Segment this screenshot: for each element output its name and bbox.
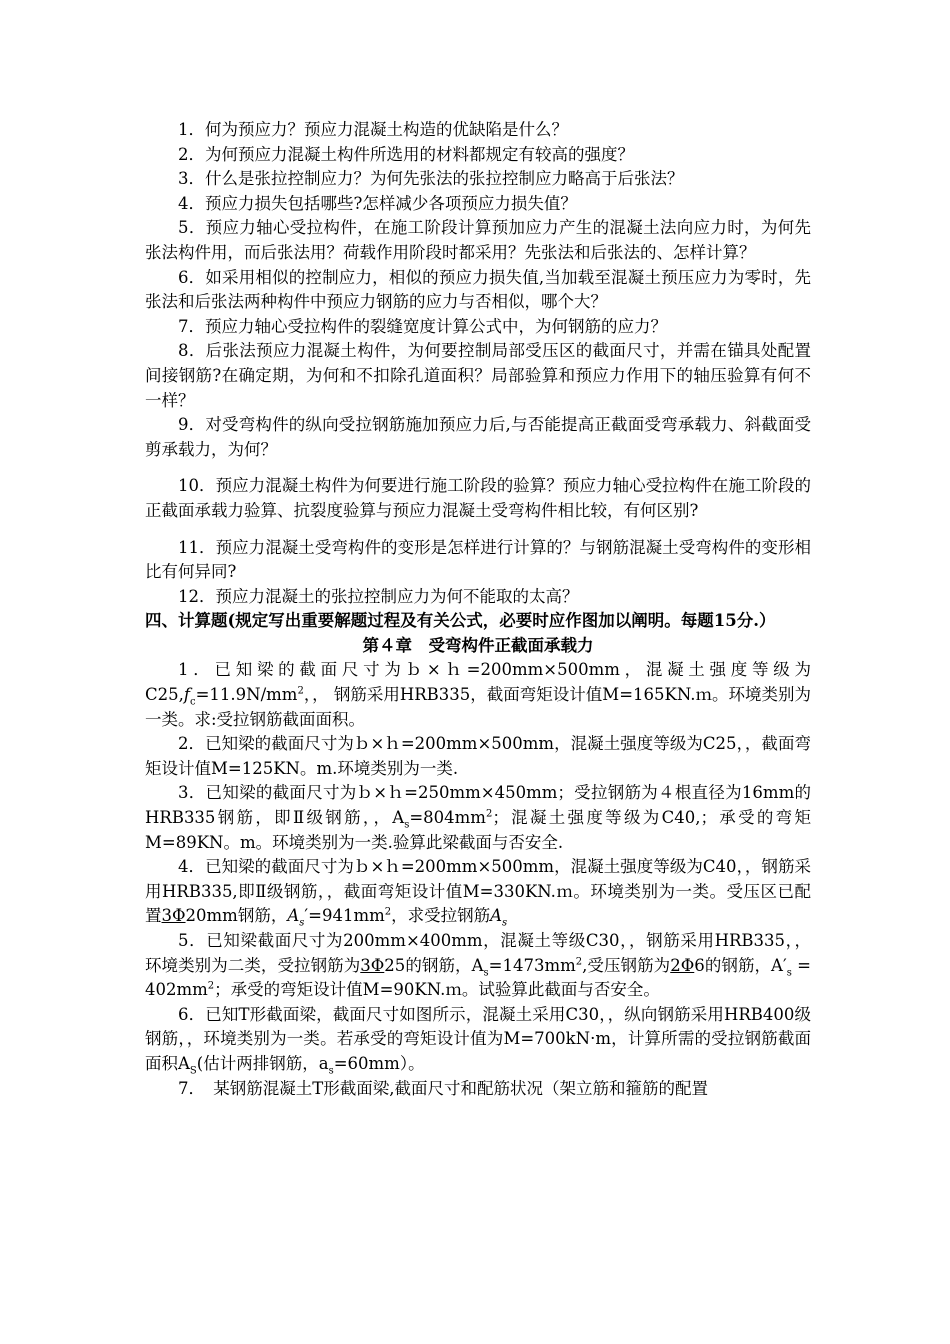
- problem-5: 5．已知梁截面尺寸为200mm×400mm，混凝土等级C30，，钢筋采用HRB335，，环境类别为二类，受拉钢筋为3Φ25的钢筋，$A_s=1473mm^2$,受压钢筋为2Φ6的钢筋，$A'_s = 402mm^2$；承受的弯矩设计值M=90KN.ｍ。试验算此截面与否安全。: [145, 931, 811, 1000]
- question-4: 4．预应力损失包括哪些?怎样减少各项预应力损失值？: [178, 193, 577, 213]
- document-page: [145, 118, 811, 1101]
- question-1: 1．何为预应力？预应力混凝土构造的优缺陷是什么？: [178, 120, 568, 139]
- problem-7: 7． 某钢筋混凝土T形截面梁,截面尺寸和配筋状况（架立筋和箍筋的配置: [178, 1078, 708, 1098]
- problem-3: 3．已知梁的截面尺寸为ｂ×ｈ=250mm×450mm；受拉钢筋为４根直径为16mm的HRB335钢筋，即Ⅱ级钢筋，，$A_s=804mm^2$；混凝土强度等级为C40,；承受的弯矩M=89KN。m。环境类别为一类.验算此梁截面与否安全.: [145, 783, 811, 852]
- question-11: 11．预应力混凝土受弯构件的变形是怎样进行计算的？与钢筋混凝土受弯构件的变形相比有何异同?: [145, 537, 811, 582]
- section-heading: 四、计算题(规定写出重要解题过程及有关公式，必要时应作图加以阐明。每题15分.）: [145, 611, 776, 631]
- chapter-title: 第４章 受弯构件正截面承载力: [362, 635, 594, 655]
- question-8: 8．后张法预应力混凝土构件，为何要控制局部受压区的截面尺寸，并需在锚具处配置间接钢筋?在确定期，为何和不扣除孔道面积？局部验算和预应力作用下的轴压验算有何不一样？: [145, 341, 811, 410]
- problem-1: 1．已知梁的截面尺寸为ｂ×ｈ=200mm×500mm，混凝土强度等级为$C25,f_c=11.9N/mm^2$，， 钢筋采用HRB335，截面弯矩设计值M=165KN.ｍ。环境类别为一类。求:受拉钢筋截面面积。: [145, 660, 811, 729]
- question-10: 10．预应力混凝土构件为何要进行施工阶段的验算？预应力轴心受拉构件在施工阶段的正截面承载力验算、抗裂度验算与预应力混凝土受弯构件相比较，有何区别?: [145, 476, 811, 520]
- question-5: 5．预应力轴心受拉构件，在施工阶段计算预加应力产生的混凝土法向应力时，为何先张法构件用，而后张法用？荷载作用阶段时都采用？先张法和后张法的、怎样计算？: [145, 218, 811, 262]
- question-3: 3．什么是张拉控制应力？为何先张法的张拉控制应力略高于后张法？: [178, 169, 684, 189]
- problem-4: 4．已知梁的截面尺寸为ｂ×ｈ=200mm×500mm，混凝土强度等级为C40，，钢筋采用HRB335,即Ⅱ级钢筋，，截面弯矩设计值M=330KN.ｍ。环境类别为一类。受压区已配置3Φ20mm钢筋，$A_s'=941mm^2$，求受拉钢筋$A_s$: [145, 857, 811, 929]
- problem-6: 6．已知T形截面梁，截面尺寸如图所示，混凝土采用C30，，纵向钢筋采用HRB400级钢筋，，环境类别为一类。若承受的弯矩设计值为M=700kN·m，计算所需的受拉钢筋截面面积$A_S$(估计两排钢筋，$a_s=60mm$）。: [145, 1004, 811, 1077]
- question-6: 6．如采用相似的控制应力，相似的预应力损失值,当加载至混凝土预压应力为零时，先张法和后张法两种构件中预应力钢筋的应力与否相似，哪个大？: [145, 267, 811, 312]
- question-12: 12．预应力混凝土的张拉控制应力为何不能取的太高？: [178, 586, 579, 606]
- question-2: 2．为何预应力混凝土构件所选用的材料都规定有较高的强度？: [178, 144, 634, 164]
- question-9: 9．对受弯构件的纵向受拉钢筋施加预应力后,与否能提高正截面受弯承载力、斜截面受剪承载力，为何？: [145, 415, 811, 459]
- question-7: 7．预应力轴心受拉构件的裂缝宽度计算公式中，为何钢筋的应力？: [178, 316, 667, 336]
- problem-2: 2．已知梁的截面尺寸为ｂ×ｈ=200mm×500mm，混凝土强度等级为C25，，截面弯矩设计值M=125KN。m.环境类别为一类.: [145, 734, 811, 778]
